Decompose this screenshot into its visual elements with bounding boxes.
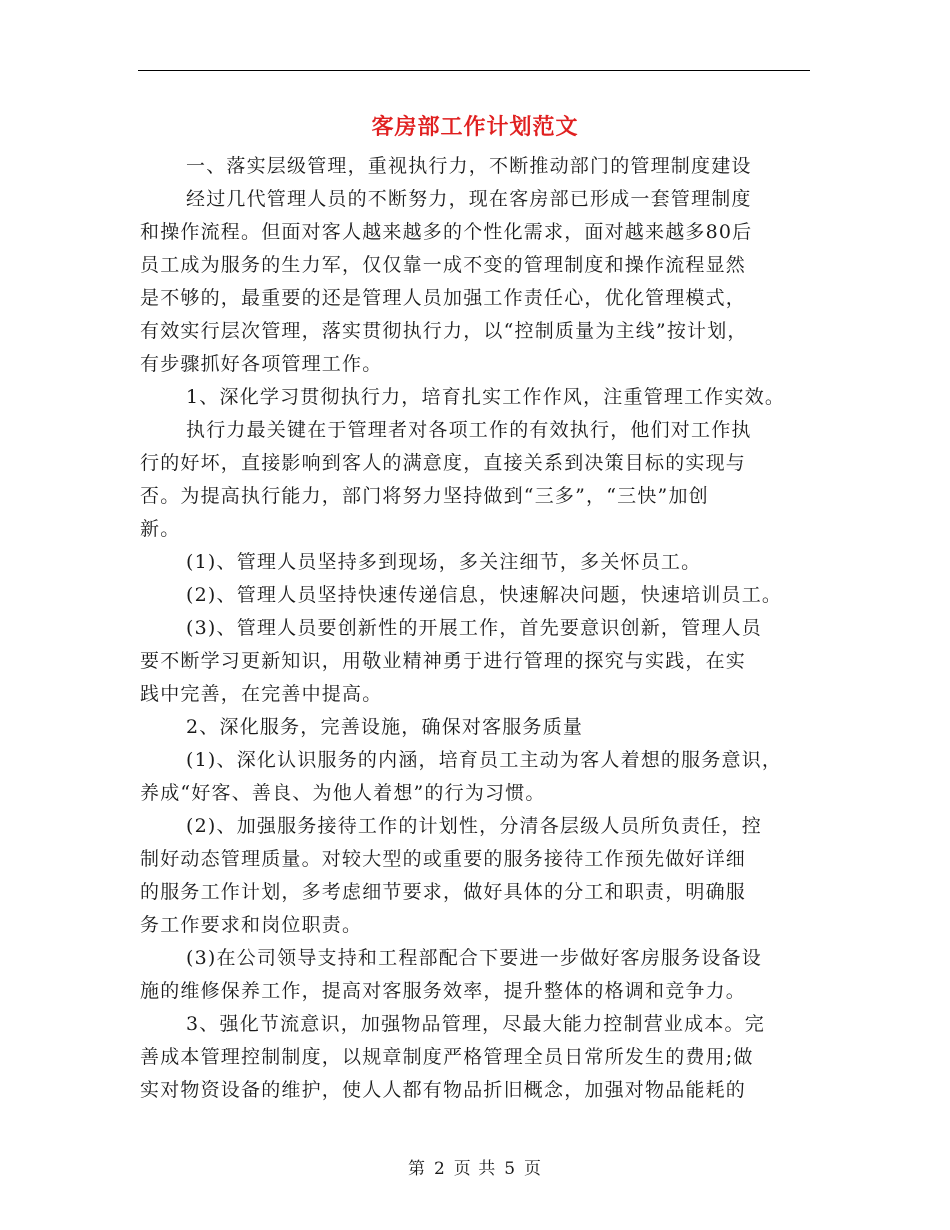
text-line: 制好动态管理质量。对较大型的或重要的服务接待工作预先做好详细 [140, 848, 747, 870]
page-footer [0, 1154, 950, 1179]
text-line: 践中完善，在完善中提高。 [140, 683, 383, 705]
text-line: 行的好坏，直接影响到客人的满意度，直接关系到决策目标的实现与 [140, 452, 747, 474]
text-line: 新。 [140, 518, 181, 540]
paragraph [140, 183, 820, 381]
text-line: 一、落实层级管理，重视执行力，不断推动部门的管理制度建设 [186, 155, 752, 177]
text-line: (3)、管理人员要创新性的开展工作，首先要意识创新，管理人员 [186, 617, 762, 639]
text-line: 1、深化学习贯彻执行力，培育扎实工作作风，注重管理工作实效。 [186, 386, 786, 408]
text-line: 有步骤抓好各项管理工作。 [140, 353, 383, 375]
text-line: (2)、管理人员坚持快速传递信息，快速解决问题，快速培训员工。 [186, 584, 783, 606]
text-line: 2、深化服务，完善设施，确保对客服务质量 [186, 716, 584, 738]
paragraph [140, 1008, 820, 1107]
paragraph [140, 579, 820, 612]
text-line: 有效实行层次管理，落实贯彻执行力，以“控制质量为主线”按计划， [140, 320, 748, 342]
text-line: 3、强化节流意识，加强物品管理，尽最大能力控制营业成本。完 [186, 1013, 765, 1035]
text-line: (2)、加强服务接待工作的计划性，分清各层级人员所负责任，控 [186, 815, 762, 837]
document-title: 客房部工作计划范文 [371, 114, 579, 140]
paragraph [140, 744, 820, 810]
text-line: 执行力最关键在于管理者对各项工作的有效执行，他们对工作执 [186, 419, 752, 441]
current-page-number: 2 [433, 1159, 446, 1179]
paragraph [140, 810, 820, 942]
document-body [140, 150, 820, 1107]
paragraph [140, 546, 820, 579]
text-line: 养成“好客、善良、为他人着想”的行为习惯。 [140, 782, 546, 804]
text-line: 是不够的，最重要的还是管理人员加强工作责任心，优化管理模式， [140, 287, 747, 309]
footer-suffix: 页 [524, 1159, 543, 1179]
text-line: 善成本管理控制制度，以规章制度严格管理全员日常所发生的费用;做 [140, 1046, 754, 1068]
text-line: 否。为提高执行能力，部门将努力坚持做到“三多”，“三快”加创 [140, 485, 709, 507]
footer-prefix: 第 [407, 1159, 426, 1179]
footer-mid: 页 共 [453, 1159, 497, 1179]
paragraph [140, 612, 820, 711]
text-line: 经过几代管理人员的不断努力，现在客房部已形成一套管理制度 [186, 188, 752, 210]
text-line: 和操作流程。但面对客人越来越多的个性化需求，面对越来越多80后 [140, 221, 753, 243]
text-line: 务工作要求和岗位职责。 [140, 914, 363, 936]
text-line: (3)在公司领导支持和工程部配合下要进一步做好客房服务设备设 [186, 947, 762, 969]
text-line: 要不断学习更新知识，用敬业精神勇于进行管理的探究与实践，在实 [140, 650, 747, 672]
text-line: (1)、深化认识服务的内涵，培育员工主动为客人着想的服务意识， [186, 749, 783, 771]
header-rule [138, 70, 810, 71]
text-line: 的服务工作计划，多考虑细节要求，做好具体的分工和职责，明确服 [140, 881, 747, 903]
text-line: 实对物资设备的维护，使人人都有物品折旧概念，加强对物品能耗的 [140, 1079, 747, 1101]
paragraph [140, 711, 820, 744]
text-line: 施的维修保养工作，提高对客服务效率，提升整体的格调和竞争力。 [140, 980, 747, 1002]
text-line: (1)、管理人员坚持多到现场，多关注细节，多关怀员工。 [186, 551, 702, 573]
paragraph [140, 414, 820, 546]
paragraph [140, 150, 820, 183]
total-page-count: 5 [504, 1159, 517, 1179]
text-line: 员工成为服务的生力军，仅仅靠一成不变的管理制度和操作流程显然 [140, 254, 747, 276]
paragraph [140, 942, 820, 1008]
paragraph [140, 381, 820, 414]
